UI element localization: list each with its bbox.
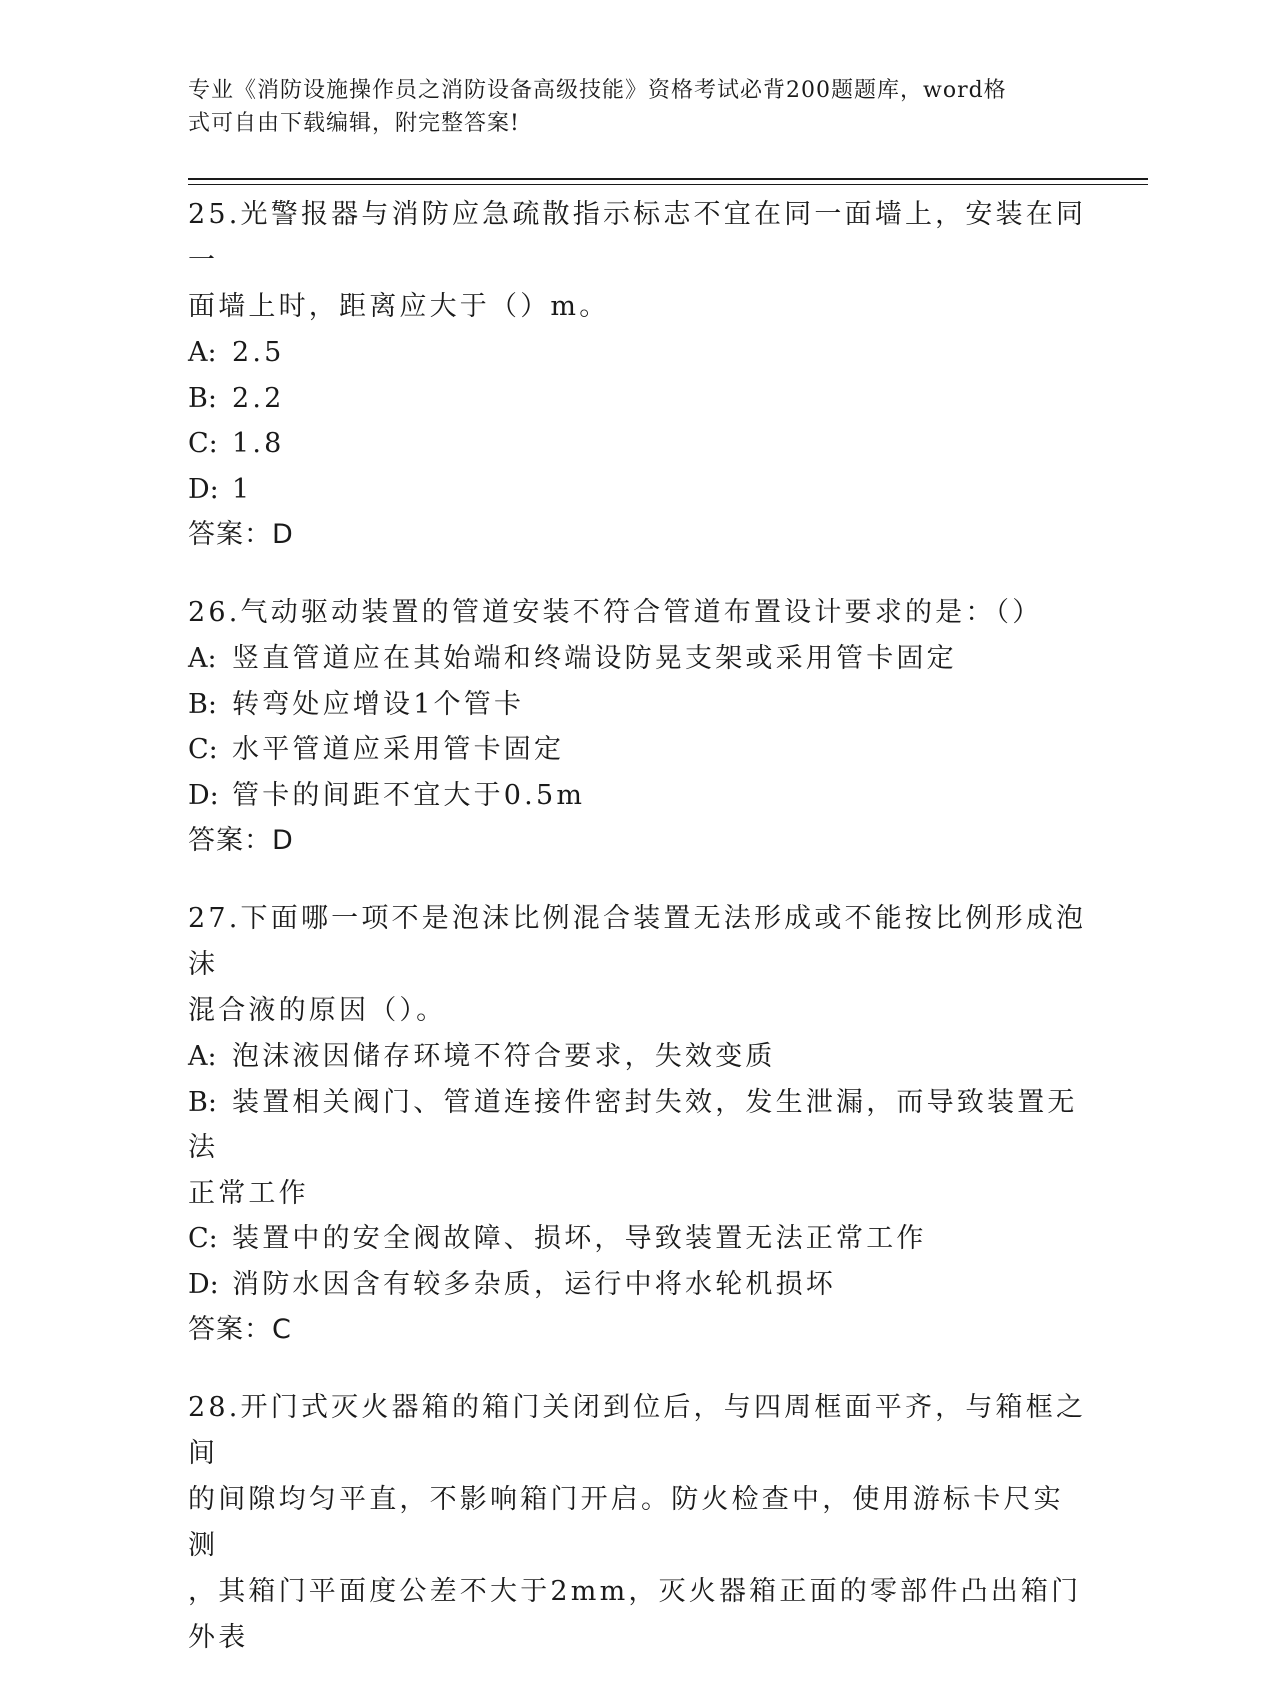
question-number: 27.: [188, 903, 241, 934]
option-c: [188, 727, 1088, 773]
document-header: [188, 74, 1068, 140]
question-text: [188, 192, 1088, 284]
option-letter: B:: [188, 382, 217, 414]
question-text: [188, 896, 1088, 988]
question-text-line-3: ，其箱门平面度公差不大于2mm，灭火器箱正面的零部件凸出箱门外表: [188, 1576, 1082, 1653]
option-c: [188, 1216, 1088, 1262]
question-text: [188, 590, 1088, 636]
option-a: [188, 330, 1088, 376]
option-letter: B:: [188, 688, 217, 720]
question-number: 26.: [188, 597, 241, 628]
option-b: [188, 682, 1088, 728]
question-text-line-2: 的间隙均匀平直，不影响箱门开启。防火检查中，使用游标卡尺实测: [188, 1484, 1064, 1561]
question-25: [188, 192, 1088, 558]
header-divider-thick: [188, 178, 1148, 180]
option-text: 消防水因含有较多杂质，运行中将水轮机损坏: [232, 1268, 836, 1300]
option-letter: D:: [188, 473, 219, 505]
option-b-continued: 正常工作: [188, 1177, 309, 1209]
option-letter: A:: [188, 643, 217, 674]
option-letter: C:: [188, 1223, 218, 1254]
option-text: 泡沫液因储存环境不符合要求，失效变质: [232, 1041, 776, 1072]
option-letter: A:: [188, 337, 217, 368]
question-number: 25.: [188, 199, 241, 230]
question-28: [188, 1385, 1088, 1661]
answer-line: 答案：D: [188, 519, 294, 550]
option-d: [188, 1262, 1088, 1308]
option-d: [188, 773, 1088, 819]
header-divider-thin: [188, 184, 1148, 185]
option-text: 竖直管道应在其始端和终端设防晃支架或采用管卡固定: [232, 643, 957, 674]
option-text: 转弯处应增设1个管卡: [232, 688, 525, 720]
option-d: [188, 467, 1088, 513]
option-letter: C:: [188, 428, 218, 459]
answer-line: 答案：D: [188, 825, 294, 856]
option-a: [188, 1034, 1088, 1080]
option-text: 2.5: [232, 337, 285, 368]
option-c: [188, 421, 1088, 467]
option-letter: C:: [188, 734, 218, 765]
option-letter: D:: [188, 1268, 219, 1300]
question-text-line-1: 下面哪一项不是泡沫比例混合装置无法形成或不能按比例形成泡沫: [188, 903, 1087, 980]
question-number: 28.: [188, 1392, 241, 1423]
question-text: [188, 1385, 1088, 1477]
option-text: 管卡的间距不宜大于0.5m: [232, 779, 586, 811]
option-text: 1.8: [232, 428, 285, 459]
option-text: 水平管道应采用管卡固定: [232, 734, 565, 765]
question-text-line-1: 气动驱动装置的管道安装不符合管道布置设计要求的是：（）: [240, 597, 1043, 628]
question-text-line-1: 光警报器与消防应急疏散指示标志不宜在同一面墙上，安装在同一: [188, 199, 1087, 276]
question-27: [188, 896, 1088, 1353]
option-text: 装置中的安全阀故障、损坏，导致装置无法正常工作: [232, 1223, 927, 1254]
question-text-line-2: 混合液的原因（）。: [188, 995, 447, 1026]
question-list: [188, 192, 1088, 1693]
option-b: [188, 376, 1088, 422]
option-letter: A:: [188, 1041, 217, 1072]
header-line-1: 专业《消防设施操作员之消防设备高级技能》资格考试必背200题题库，word格: [188, 78, 1007, 103]
option-letter: D:: [188, 779, 219, 811]
option-letter: B:: [188, 1086, 217, 1118]
option-text: 1: [232, 473, 253, 505]
option-text: 装置相关阀门、管道连接件密封失效，发生泄漏，而导致装置无法: [188, 1086, 1078, 1163]
option-b: [188, 1080, 1088, 1171]
option-a: [188, 636, 1088, 682]
answer-line: 答案：C: [188, 1314, 292, 1345]
question-text-line-1: 开门式灭火器箱的箱门关闭到位后，与四周框面平齐，与箱框之间: [188, 1392, 1087, 1469]
question-26: [188, 590, 1088, 864]
option-text: 2.2: [232, 382, 285, 414]
question-text-line-2: 面墙上时，距离应大于（）m。: [188, 291, 610, 322]
header-line-2: 式可自由下载编辑，附完整答案!: [188, 111, 520, 136]
